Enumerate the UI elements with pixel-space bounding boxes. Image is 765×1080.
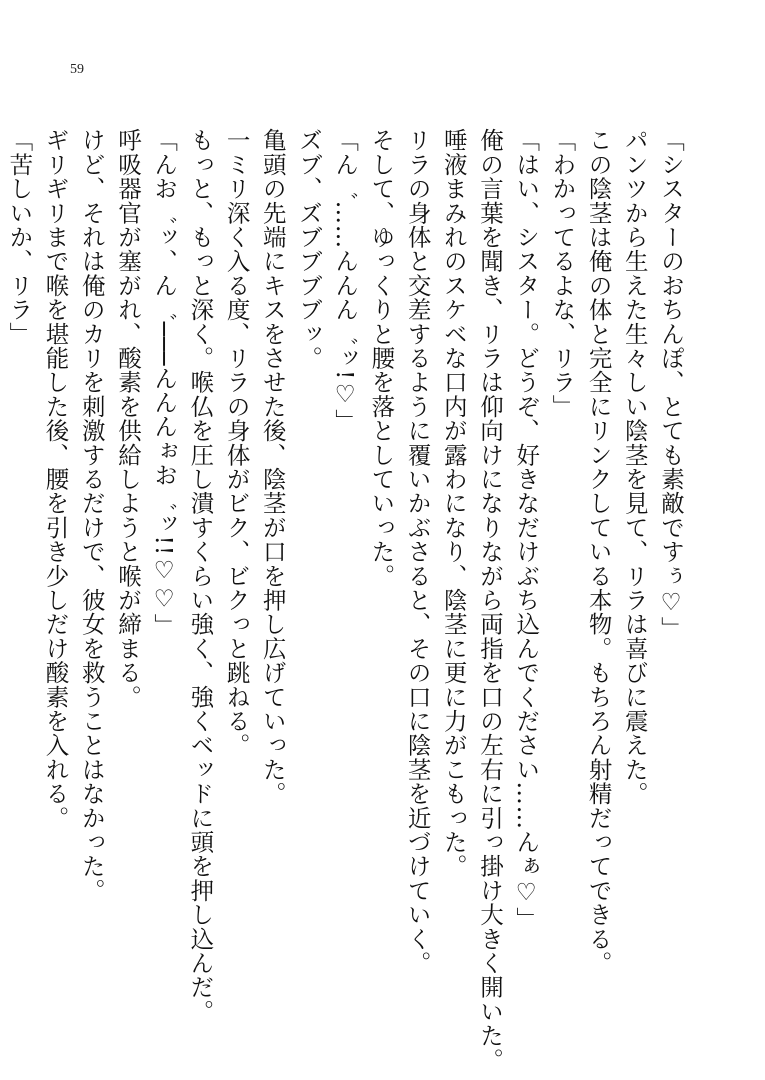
text-line: 「ん゛……んんん゛ッ!♡」 xyxy=(331,128,360,434)
text-line: 「わかってるよな、リラ」 xyxy=(548,128,577,419)
text-line: ズブ、ズブブブブッ。 xyxy=(294,128,323,370)
text-line: この陰茎は俺の体と完全にリンクしている本物。もちろん射精だってできる。 xyxy=(584,128,613,975)
text-line: リラの身体と交差するように覆いかぶさると、その口に陰茎を近づけていく。 xyxy=(403,128,432,975)
vertical-text-body xyxy=(5,128,689,1072)
text-line: 「んお゛ッ、ん゛───んんんぉお゛ッ!!♡♡」 xyxy=(150,128,179,638)
text-line: 亀頭の先端にキスをさせた後、陰茎が口を押し広げていった。 xyxy=(258,128,287,806)
text-line: けど、それは俺のカリを刺激するだけで、彼女を救うことはなかった。 xyxy=(77,128,106,903)
text-line: パンツから生えた生々しい陰茎を見て、リラは喜びに震えた。 xyxy=(620,128,649,806)
text-line: 「はい、シスター。どうぞ、好きなだけぶち込んでください……んぁ♡」 xyxy=(512,128,541,932)
text-line: そして、ゆっくりと腰を落としていった。 xyxy=(367,128,396,588)
text-line: もっと、もっと深く。喉仏を圧し潰すくらい強く、強くベッドに頭を押し込んだ。 xyxy=(186,128,215,1024)
text-line: 唾液まみれのスケベな口内が露わになり、陰茎に更に力がこもった。 xyxy=(439,128,468,879)
text-line: 一ミリ深く入る度、リラの身体がビク、ビクっと跳ねる。 xyxy=(222,128,251,758)
text-line: 俺の言葉を聞き、リラは仰向けになりながら両指を口の左右に引っ掛け大きく開いた。 xyxy=(475,128,504,1072)
text-line: 「苦しいか、リラ」 xyxy=(5,128,34,346)
page-number: 59 xyxy=(70,62,84,77)
text-line xyxy=(0,128,1,1028)
text-line: 呼吸器官が塞がれ、酸素を供給しようと喉が締まる。 xyxy=(113,128,142,709)
text-line: ギリギリまで喉を堪能した後、腰を引き少しだけ酸素を入れる。 xyxy=(41,128,70,830)
text-line: 「シスターのおちんぽ、とても素敵ですぅ♡」 xyxy=(657,128,685,641)
